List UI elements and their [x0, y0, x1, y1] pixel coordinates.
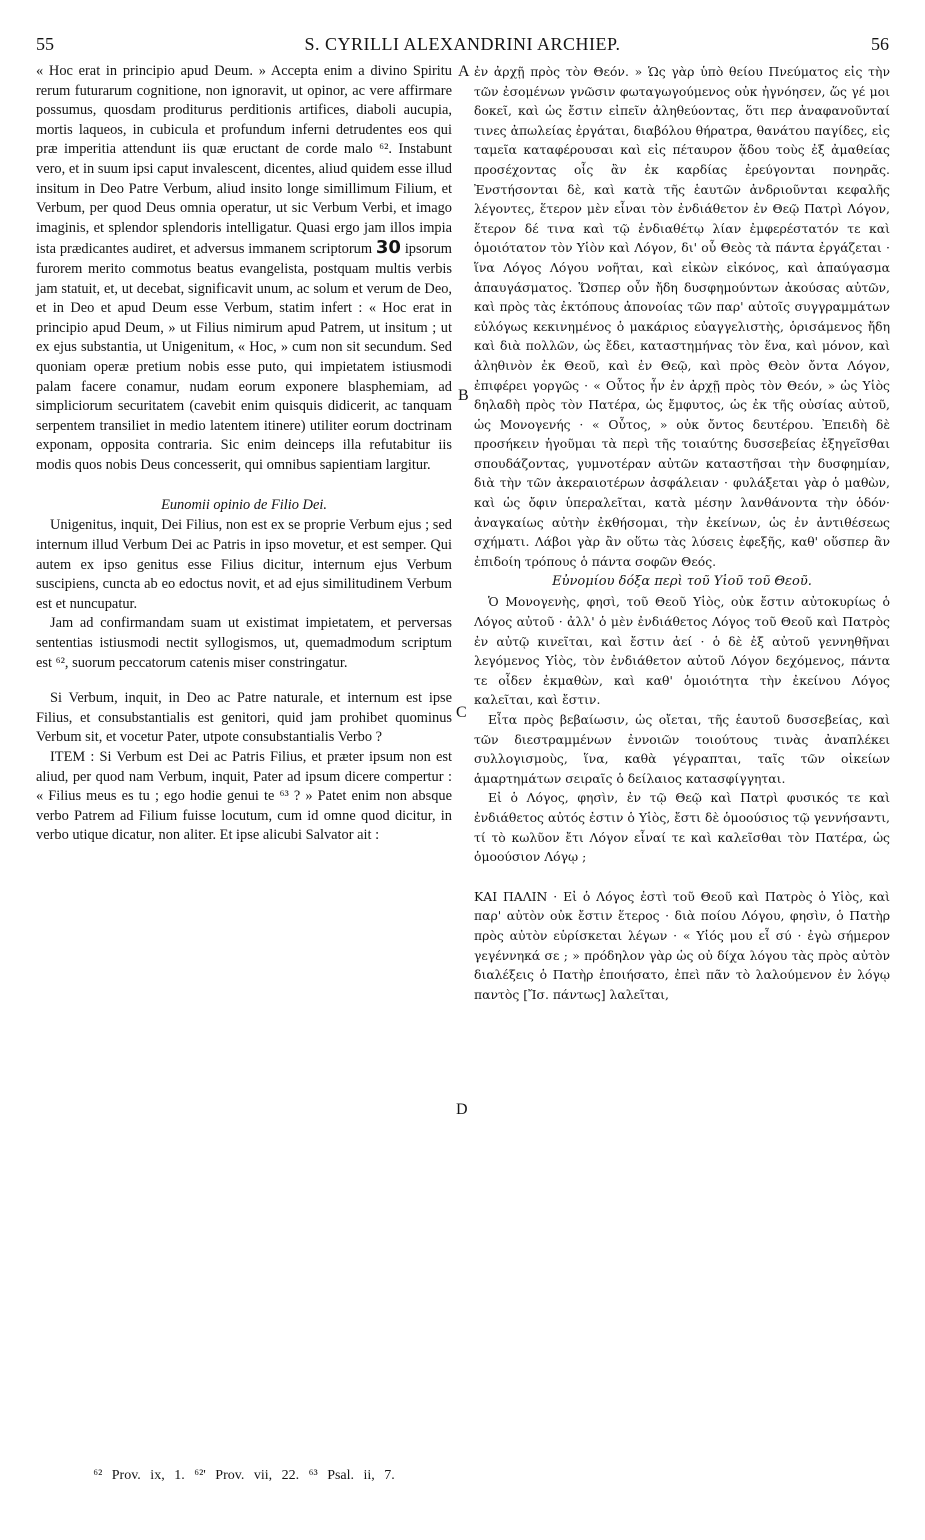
latin-section-heading: Eunomii opinio de Filio Dei. [161, 497, 327, 514]
margin-letter-a: A [458, 63, 470, 80]
footnotes: ⁶² Prov. ix, 1. ⁶²' Prov. vii, 22. ⁶³ Psal. ii, 7. [93, 1468, 395, 1483]
greek-paragraph-2: Ὁ Μονογενὴς, φησὶ, τοῦ Θεοῦ Υἱὸς, οὐκ ἔστιν αὐτοκυρίως ὁ Λόγος αὐτοῦ · ἀλλ' ὁ μὲν ἐνδιάθετος Λόγος τοῦ Θεοῦ καὶ Πατρὸς ἐν αὐτῷ κινεῖται, καὶ ἔστιν ἀεί · ὁ δὲ ἐξ αὐτοῦ γεννηθῆναι λεγόμενος Υἱὸς, τὸν ἐνδιάθετον αὐτοῦ Λόγον δεχόμενος, πάντα τε οἶδεν ἐκμαθὼν, καὶ καθ' ὁμοιότητα τὴν ἐκείνου Λόγος καλεῖται, καὶ ἔστιν. [474, 594, 890, 708]
greek-paragraph-1: ἐν ἀρχῇ πρὸς τὸν Θεόν. » Ὡς γὰρ ὑπὸ θείου Πνεύματος εἰς τὴν τῶν ἐσομένων γνῶσιν φωταγωγούμενος οὐκ ἠγνόησεν, ὥς γέ μοι δοκεῖ, καὶ ὡς ἔστιν εἰπεῖν ἀληθεύοντας, ὅτι περ ἀναφανοῦνταί τινες ἀπωλείας ἐργάται, διαβόλου θήρατρα, θανάτου παγίδες, εἰς ταμεῖα καταφέρουσαι καὶ εἰς πέταυρον ᾅδου τοὺς ἐξ ἀμαθείας προσέχοντας οἷς ἂν ἐκ καρδίας ἐρεύγονται πονηρᾶς. Ἐνστήσονται δὲ, καὶ κατὰ τῆς ἑαυτῶν ἀνδριοῦνται κεφαλῆς λέγοντες, ἕτερον μὲν εἶναι τὸν ἐνδιάθετον ἐν Θεῷ Πατρὶ Λόγον, ἕτερον δέ τινα καὶ τῷ ἐνδιαθέτῳ λίαν ἐμφερέστατόν τε καὶ ὁμοιότατον τὸν Υἱὸν καὶ Λόγον, δι' οὗ Θεὸς τὰ πάντα ἐργάζεται · ἵνα Λόγος Λόγου νοῆται, καὶ εἰκὼν εἰκόνος, καὶ ἀπαύγασμα ἀπαυγάσματος. Ὥσπερ οὖν ἤδη δυσφημούντων ἀκούσας αὐτῶν, καὶ πρὸς τὰς ἐκτόπους ἀπονοίας τῶν παρ' αὐτοῖς συγγραμμάτων εὐλόγως κεκινημένος ὁ μακάριος εὐαγγελιστὴς, ὁρισάμενος ἤδη καὶ διὰ πολλῶν, ὡς ἔδει, καταστημήνας τὸν ἕνα, καὶ μόνον, καὶ ἀληθινὸν ἐκ Θεοῦ, καὶ ἐν Θεῷ, καὶ πρὸς Θεὸν ὄντα Λόγον, ἐπιφέρει γοργῶς · « Οὗτος ἦν ἐν ἀρχῇ πρὸς τὸν Θεόν, » ὡς Υἱὸς δηλαδὴ πρὸς τὸν Πατέρα, ὡς ἔμφυτος, ὡς ἐκ τῆς οὐσίας αὐτοῦ, ὡς Μονογενής · « Οὗτος, » οὐκ ὄντος δευτέρου. Ἐπειδὴ δὲ προσήκειν ἡγοῦμαι τὰ περὶ τῆς τοιαύτης δυσσεβείας ἐξηγεῖσθαι σπουδάζοντας, γυμνοτέραν αὐτῶν καταστῆσαι τὴν δυσφημίαν, διὰ τὴν τῶν ἀκεραιοτέρων ἀσφάλειαν · φυλάξεται γὰρ ὁ μαθὼν, καὶ ὡς ὄφιν ὑπεραλεῖται, κατὰ μέσην λανθάνοντα τὴν ὁδόν· ἀναγκαίως αὐτὴν ἐκθήσομαι, τὴν ἐκείνων, ὡς ἐν ἀντιθέσεως σχήματι. Λάβοι γὰρ ἂν οὕτω τὰς λύσεις ἐφεξῆς, καθ' οὕσπερ ἂν ἐπιδοίη τρόπους ὁ πάντα σοφῶν Θεός. [474, 64, 890, 569]
running-title: S. CYRILLI ALEXANDRINI ARCHIEP. [304, 34, 621, 54]
greek-paragraph-5: ΚΑΙ ΠΑΛΙΝ · Εἰ ὁ Λόγος ἐστὶ τοῦ Θεοῦ καὶ Πατρὸς ὁ Υἱὸς, καὶ παρ' αὐτὸν οὐκ ἔστιν ἕτερος · διὰ ποίου Λόγου, φησὶν, ὁ Πατὴρ πρὸς αὐτὸν εὑρίσκεται λέγων · « Υἱός μου εἶ σύ · ἐγὼ σήμερον γεγέννηκά σε ; » πρόδηλον γὰρ ὡς οὐ δίχα λόγου τὰς πρὸς αὐτὸν διαλέξεις ὁ Πατὴρ ἐποιήσατο, ἐπεὶ πᾶν τὸ λαλούμενον ἐν λόγῳ παντὸς [Ἴσ. πάντως] λαλεῖται, [474, 888, 890, 1002]
margin-letter-c: C [456, 704, 467, 721]
latin-paragraph-5: ITEM : Si Verbum est Dei ac Patris Filius, et præter ipsum non est aliud, per quod nam Verbum, inquit, Pater ad ipsum dicere compertur : « Filius meus es tu ; ego hodie genui te ⁶³ ? » Patet enim non absque verbo Patrem ad Filium fuisse locutum, cum id omne quod dicitur, in verbo utique dicatur, non aliter. Et ipse alicubi Salvator ait : [36, 749, 452, 844]
latin-paragraph-4: Si Verbum, inquit, in Deo ac Patre naturale, et internum est ipse Filius, et consubstantialis est genitori, quid jam prohibet quominus Verbum sit, et vocetur Pater, utpote consubstantialis Verbo ? [36, 690, 452, 746]
column-number-marker: 30 [375, 237, 401, 259]
greek-paragraph-4: Εἰ ὁ Λόγος, φησὶν, ἐν τῷ Θεῷ καὶ Πατρὶ φυσικός τε καὶ ἐνδιάθετος αὐτός ἐστιν ὁ Υἱὸς, ἔστι δὲ ὁμοούσιος τῷ γεννήσαντι, τί τὸ κωλῦον ἔτι Λόγον εἶναί τε καὶ καλεῖσθαι τὸν Πατέρα, ὡς ὁμοούσιον Λόγῳ ; [474, 790, 890, 865]
margin-letter-b: B [458, 387, 469, 404]
latin-paragraph-3: Jam ad confirmandam suam ut existimat impietatem, et perversas sententias istiusmodi nectit syllogismos, ut, quemadmodum scriptum est ⁶², suorum peccatorum catenis miser constringatur. [36, 615, 452, 671]
greek-column [474, 62, 890, 1004]
latin-paragraph-2: Unigenitus, inquit, Dei Filius, non est ex se proprie Verbum ejus ; sed internum illud Verbum Dei ac Patris in ipso movetur, et est semper. Qui autem ex ipso genitus esse Filius dicitur, internum ejus Verbum suscipiens, cuncta ab eo edoctus novit, et ad ejus similitudinem Verbum est et nuncupatur. [36, 517, 452, 612]
page-number-left: 55 [36, 34, 54, 54]
greek-section-heading: Εὐνομίου δόξα περὶ τοῦ Υἱοῦ τοῦ Θεοῦ. [552, 574, 812, 590]
greek-paragraph-3: Εἶτα πρὸς βεβαίωσιν, ὡς οἴεται, τῆς ἑαυτοῦ δυσσεβείας, καὶ τῶν διεστραμμένων ἐννοιῶν τοιούτους τινὰς ἀναπλέκει συλλογισμοὺς, ἵνα, καθὰ γέγραπται, ταῖς τῶν οἰκείων ἁμαρτημάτων σειραῖς ὁ δείλαιος κατασφίγγηται. [474, 712, 890, 786]
running-header [36, 34, 889, 58]
page-number-right: 56 [871, 34, 889, 54]
latin-paragraph-1: « Hoc erat in principio apud Deum. » Accepta enim a divino Spiritu rerum futurarum cognitione, non ignoravit, ut opinor, ac vere affirmare possumus, quosdam proditurus perditionis artifices, diaboli aucupia, mortis laqueos, in cubicula et profundum inferni detrudentes eos qui præ imperitia attendunt iis quæ eructant de corde malo ⁶². Instabunt vero, et in suum ipsi caput invalescent, dicentes, aliud quidem esse illud insitum in Deo Patre Verbum, aliud insito longe simillimum Filium, et Verbum, per quod Deus omnia operatur, ut sic Verbum Verbi, et imago imaginis, et splendor splendoris intelligatur. Quasi ergo jam illos impia ista prædicantes audiret, et adversus immanem scriptorum 30 ipsorum furorem merito commotus beatus evangelista, postquam multis verbis jam statuit, et, ut decebat, significavit unum, ac solum et verum de Deo, et in Deo et apud Deum esse Verbum, statim infert : « Hoc erat in principio apud Deum, » ut Filius nimirum apud Patrem, ut insitum ; ut ex ejus substantia, ut Unigenitum, « Hoc, » cum non sit secundum. Sed quoniam operæ pretium nobis esse puto, qui impietatem istiusmodi palam facere conamur, nudam eorum exponere blasphemiam, ad simpliciorum securitatem (cavebit enim quisquis didicerit, ac tanquam serpentem transiliet in medio latentem itinere) utiliter eorum doctrinam exponam, opposita contraria. Sic enim deinceps illa refutabitur iis modis quos nobis Deus concesserit, qui omnibus sapientiam largitur. [36, 63, 452, 473]
margin-letter-d: D [456, 1101, 468, 1118]
latin-column [36, 62, 452, 846]
